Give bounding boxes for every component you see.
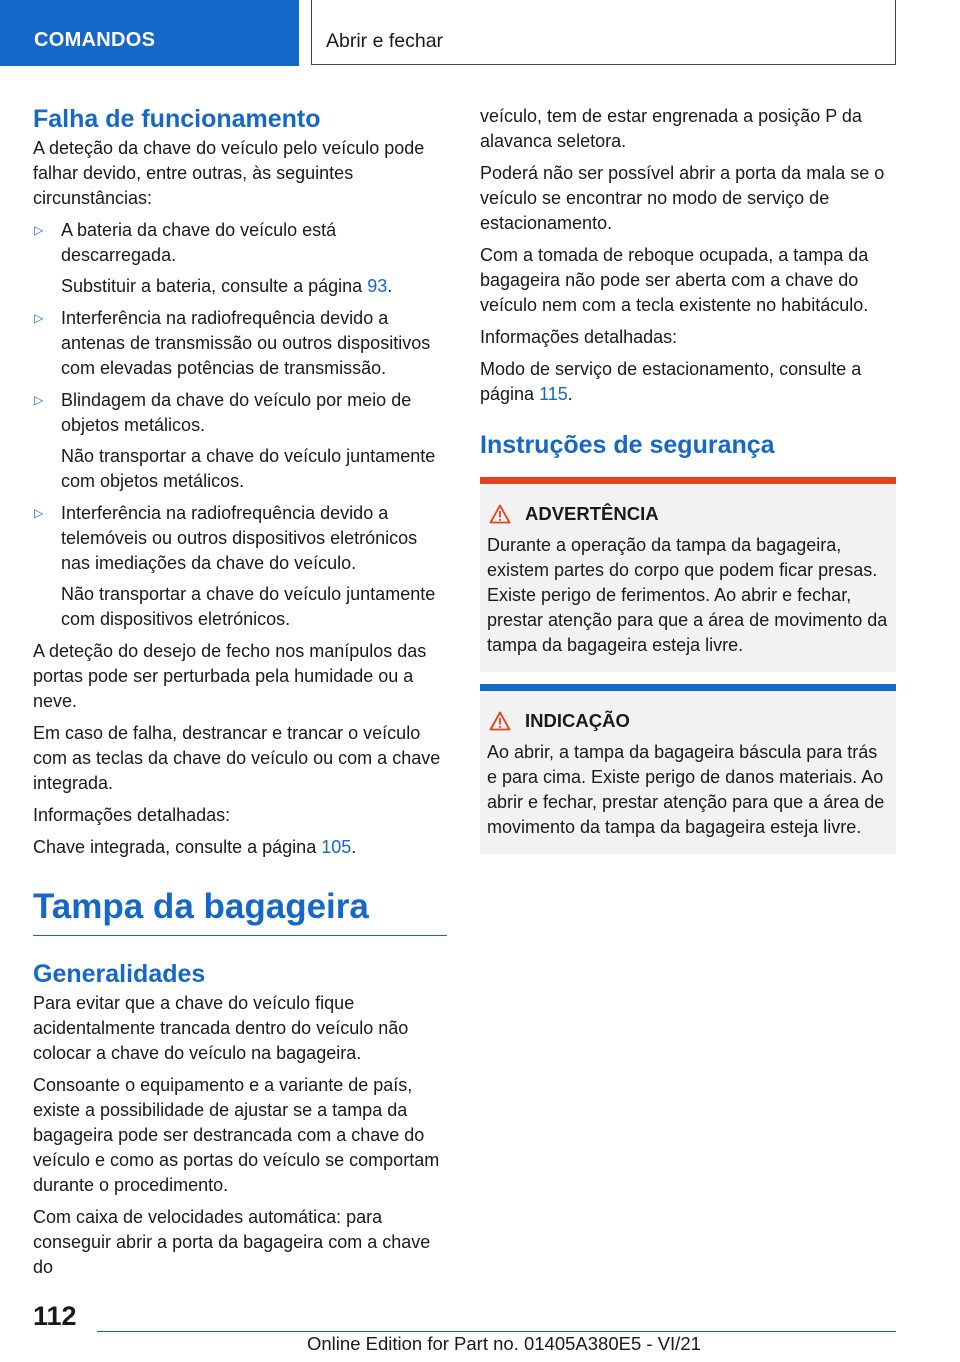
falha-paragraph: Em caso de falha, destrancar e trancar o veículo com as teclas da chave do veículo ou com a chave integrada. <box>33 723 441 793</box>
falha-heading: Falha de funcionamento <box>33 105 321 133</box>
list-item <box>33 388 447 494</box>
list-item-note: Não transportar a chave do veículo juntamente com dispositivos eletrónicos. <box>61 584 436 629</box>
section-tab <box>0 0 299 66</box>
left-column <box>33 104 447 1287</box>
warning-title-row <box>487 501 888 526</box>
right-column <box>480 104 896 866</box>
bullet-triangle-icon: ▷ <box>34 311 44 325</box>
generalidades-heading: Generalidades <box>33 960 206 988</box>
general-paragraph-3: Com caixa de velocidades automática: para conseguir abrir a porta da bagageira com a chave do <box>33 1207 431 1277</box>
notice-text: Ao abrir, a tampa da bagageira báscula para trás e para cima. Existe perigo de danos materiais. Ao abrir e fechar, prestar atenção para que a área de movimento da tampa da bagageira esteja livre. <box>487 742 885 837</box>
modo-reference <box>480 357 896 407</box>
list-item-note: Não transportar a chave do veículo juntamente com objetos metálicos. <box>61 446 436 491</box>
note-end: . <box>387 276 393 296</box>
list-item <box>33 501 447 632</box>
reference-end: . <box>567 384 573 404</box>
warning-triangle-icon <box>489 504 511 524</box>
warning-triangle-icon <box>489 711 511 731</box>
list-item <box>33 306 447 381</box>
page-link-105[interactable]: 105 <box>321 837 352 857</box>
tampa-heading: Tampa da bagageira <box>33 886 447 936</box>
list-item-text: Interferência na radiofrequência devido a telemóveis ou outros dispositivos eletrónicos nas imediações da chave do veículo. <box>61 503 418 573</box>
bullet-triangle-icon: ▷ <box>34 393 44 407</box>
list-item-text: Blindagem da chave do veículo por meio de objetos metálicos. <box>61 390 412 435</box>
warning-box <box>480 477 896 672</box>
notice-title: INDICAÇÃO <box>525 710 630 731</box>
page-link-115[interactable]: 115 <box>539 384 568 404</box>
info-label: Informações detalhadas: <box>480 327 678 347</box>
page-number: 112 <box>33 1301 77 1331</box>
chave-reference <box>33 835 447 860</box>
chapter-tab <box>311 0 896 65</box>
list-item <box>33 218 447 299</box>
warning-title: ADVERTÊNCIA <box>525 503 659 524</box>
general-paragraph-2: Consoante o equipamento e a variante de país, existe a possibilidade de ajustar se a tampa da bagageira pode ser destrancada com a chave do veículo e como as portas do veículo se comportam durante o procedimento. <box>33 1075 440 1195</box>
list-item-text: A bateria da chave do veículo está descarregada. <box>61 220 337 265</box>
page-link-93[interactable]: 93 <box>367 276 388 296</box>
reference-text: Modo de serviço de estacionamento, consulte a página <box>480 359 862 404</box>
list-item-note <box>61 274 447 299</box>
falha-intro: A deteção da chave do veículo pelo veículo pode falhar devido, entre outras, às seguintes circunstâncias: <box>33 138 425 208</box>
continued-paragraph: veículo, tem de estar engrenada a posição P da alavanca seletora. <box>480 106 862 151</box>
falha-causes-list <box>33 218 447 632</box>
notice-title-row <box>487 708 888 733</box>
bullet-triangle-icon: ▷ <box>34 223 44 237</box>
note-text: Substituir a bateria, consulte a página <box>61 276 368 296</box>
chapter-title: Abrir e fechar <box>326 30 444 52</box>
footer-divider <box>97 1331 896 1332</box>
servico-paragraph: Poderá não ser possível abrir a porta da mala se o veículo se encontrar no modo de serviço de estacionamento. <box>480 163 885 233</box>
section-title: COMANDOS <box>34 29 156 51</box>
reboque-paragraph: Com a tomada de reboque ocupada, a tampa da bagageira não pode ser aberta com a chave do veículo nem com a tecla existente no habitáculo. <box>480 245 869 315</box>
notice-box <box>480 684 896 854</box>
seguranca-heading: Instruções de segurança <box>480 431 775 459</box>
bullet-triangle-icon: ▷ <box>34 506 44 520</box>
reference-text: Chave integrada, consulte a página <box>33 837 322 857</box>
humidade-paragraph: A deteção do desejo de fecho nos manípulos das portas pode ser perturbada pela humidade ou a neve. <box>33 641 427 711</box>
reference-end: . <box>351 837 357 857</box>
list-item-text: Interferência na radiofrequência devido a antenas de transmissão ou outros dispositivos com elevadas potências de transmissão. <box>61 308 431 378</box>
info-label: Informações detalhadas: <box>33 805 231 825</box>
edition-text: Online Edition for Part no. 01405A380E5 - VI/21 <box>307 1333 701 1354</box>
warning-text: Durante a operação da tampa da bagageira, existem partes do corpo que podem ficar presas. Existe perigo de ferimentos. Ao abrir e fechar, prestar atenção para que a área de movimento da tampa da bagageira esteja livre. <box>487 535 888 655</box>
general-paragraph-1: Para evitar que a chave do veículo fique acidentalmente trancada dentro do veículo não colocar a chave do veículo na bagageira. <box>33 993 409 1063</box>
